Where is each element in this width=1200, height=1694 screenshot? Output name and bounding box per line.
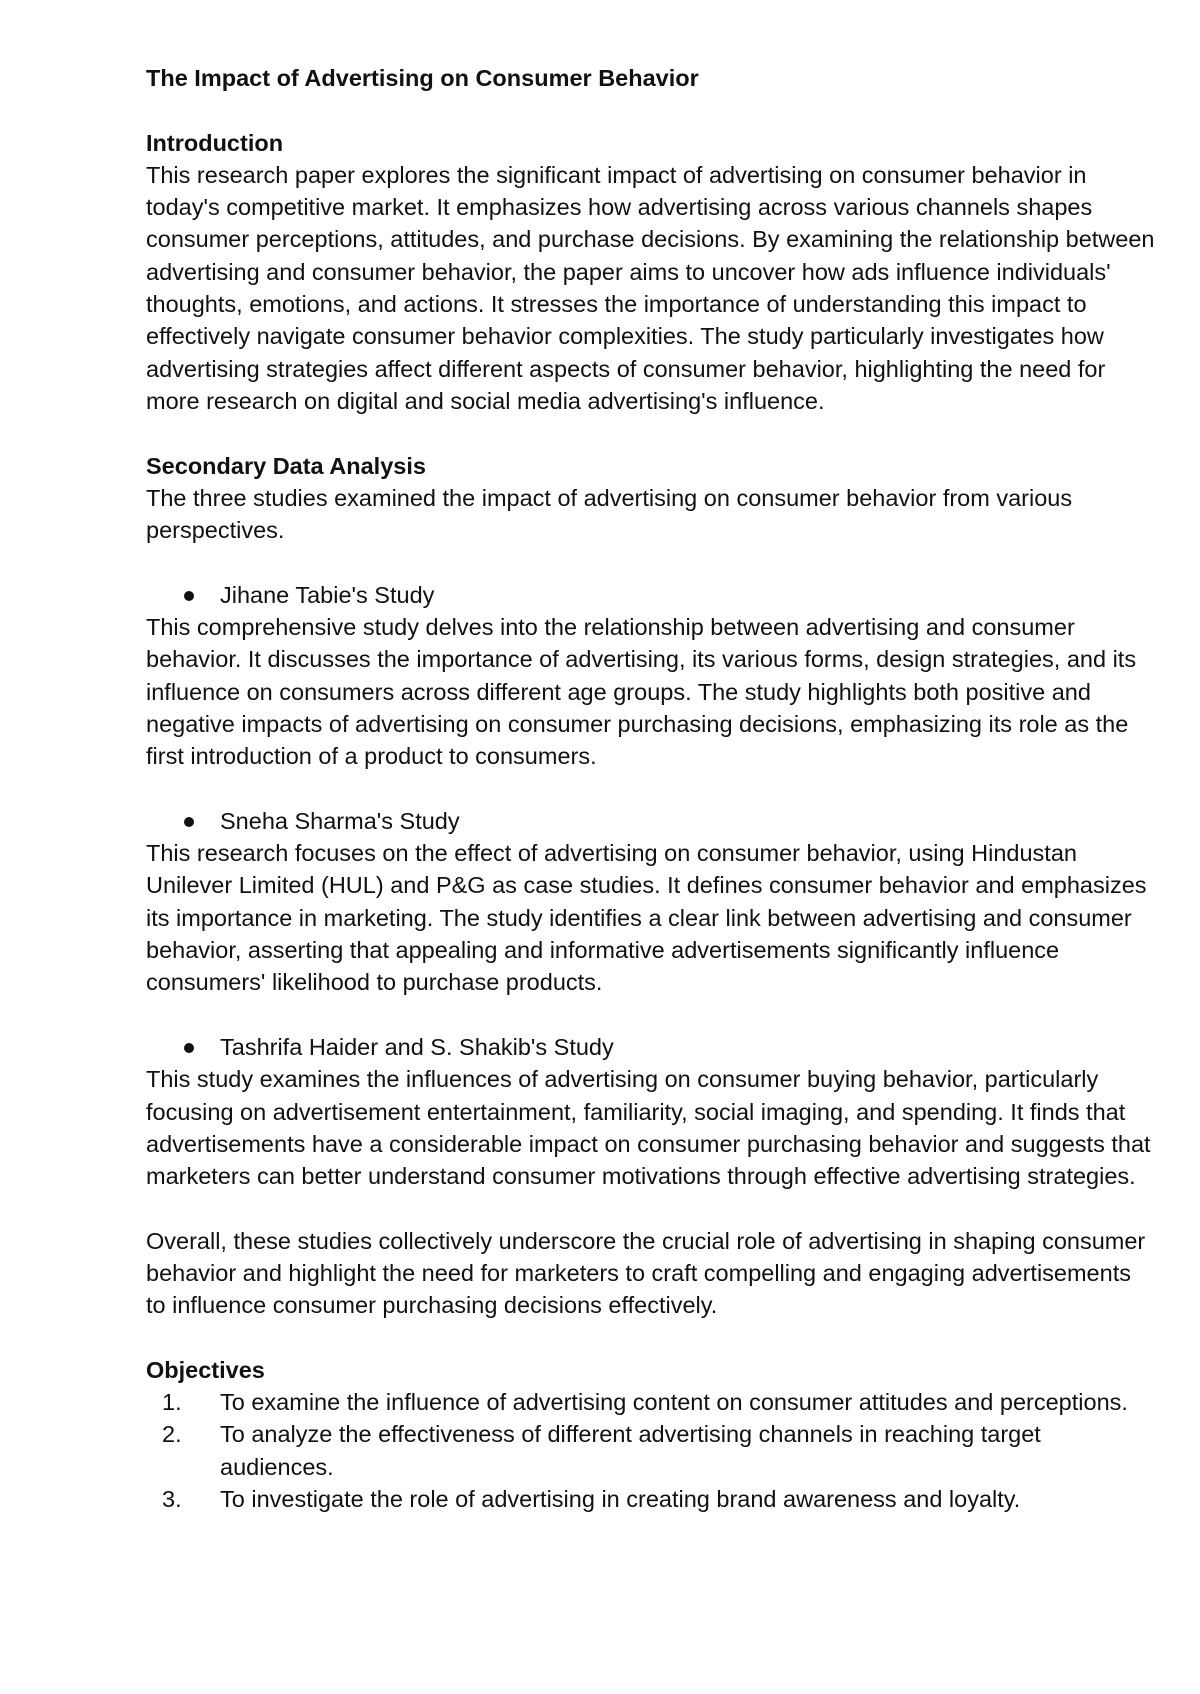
objective-item (146, 1483, 1156, 1515)
study-bullet (146, 1031, 1156, 1063)
spacer (146, 773, 1156, 805)
objectives-heading: Objectives (146, 1356, 265, 1383)
secondary-analysis-intro: The three studies examined the impact of advertising on consumer behavior from various perspectives. (146, 484, 1073, 544)
objective-number: 2. (162, 1421, 182, 1448)
spacer (146, 1322, 1156, 1354)
study-body: This study examines the influences of advertising on consumer buying behavior, particularly focusing on advertisement entertainment, familiarity, social imaging, and spending. It finds that advertisements have a considerable impact on consumer purchasing behavior and suggests that marketers can better understand consumer motivations through effective advertising strategies. (146, 1066, 1151, 1190)
spacer (146, 546, 1156, 578)
objective-number: 1. (162, 1389, 182, 1416)
objective-text: To examine the influence of advertising content on consumer attitudes and perceptions. (220, 1389, 1128, 1416)
objective-number: 3. (162, 1486, 182, 1513)
objective-text: To investigate the role of advertising in creating brand awareness and loyalty. (220, 1486, 1021, 1513)
spacer (146, 417, 1156, 449)
spacer (146, 999, 1156, 1031)
study-bullet (146, 805, 1156, 837)
objective-text: To analyze the effectiveness of different advertising channels in reaching target audiences. (220, 1421, 1041, 1480)
bullet-icon (184, 1043, 194, 1053)
study-bullet (146, 579, 1156, 611)
study-name: Tashrifa Haider and S. Shakib's Study (220, 1033, 614, 1060)
document-content (146, 62, 1156, 1515)
study-name: Jihane Tabie's Study (220, 581, 435, 608)
objective-item (146, 1386, 1156, 1418)
bullet-icon (184, 817, 194, 827)
study-body: This research focuses on the effect of advertising on consumer behavior, using Hindustan Unilever Limited (HUL) and P&G as case studies. It defines consumer behavior and emphasizes its importance in marketing. The study identifies a clear link between advertising and consumer behavior, asserting that appealing and informative advertisements significantly influence consumers' likelihood to purchase products. (146, 840, 1147, 996)
introduction-heading: Introduction (146, 129, 284, 156)
spacer (146, 1192, 1156, 1224)
spacer (146, 94, 1156, 126)
secondary-analysis-conclusion: Overall, these studies collectively underscore the crucial role of advertising in shaping consumer behavior and highlight the need for marketers to craft compelling and engaging advertisements to influence consumer purchasing decisions effectively. (146, 1227, 1146, 1319)
introduction-body: This research paper explores the significant impact of advertising on consumer behavior in today's competitive market. It emphasizes how advertising across various channels shapes consumer perceptions, attitudes, and purchase decisions. By examining the relationship between advertising and consumer behavior, the paper aims to uncover how ads influence individuals' thoughts, emotions, and actions. It stresses the importance of understanding this impact to effectively navigate consumer behavior complexities. The study particularly investigates how advertising strategies affect different aspects of consumer behavior, highlighting the need for more research on digital and social media advertising's influence. (146, 161, 1155, 414)
document-title: The Impact of Advertising on Consumer Behavior (146, 65, 699, 91)
study-body: This comprehensive study delves into the relationship between advertising and consumer behavior. It discusses the importance of advertising, its various forms, design strategies, and its influence on consumers across different age groups. The study highlights both positive and negative impacts of advertising on consumer purchasing decisions, emphasizing its role as the first introduction of a product to consumers. (146, 614, 1137, 770)
objectives-list (146, 1386, 1156, 1515)
secondary-analysis-heading: Secondary Data Analysis (146, 452, 426, 479)
objective-item (146, 1418, 1156, 1483)
bullet-icon (184, 591, 194, 601)
study-name: Sneha Sharma's Study (220, 807, 460, 834)
